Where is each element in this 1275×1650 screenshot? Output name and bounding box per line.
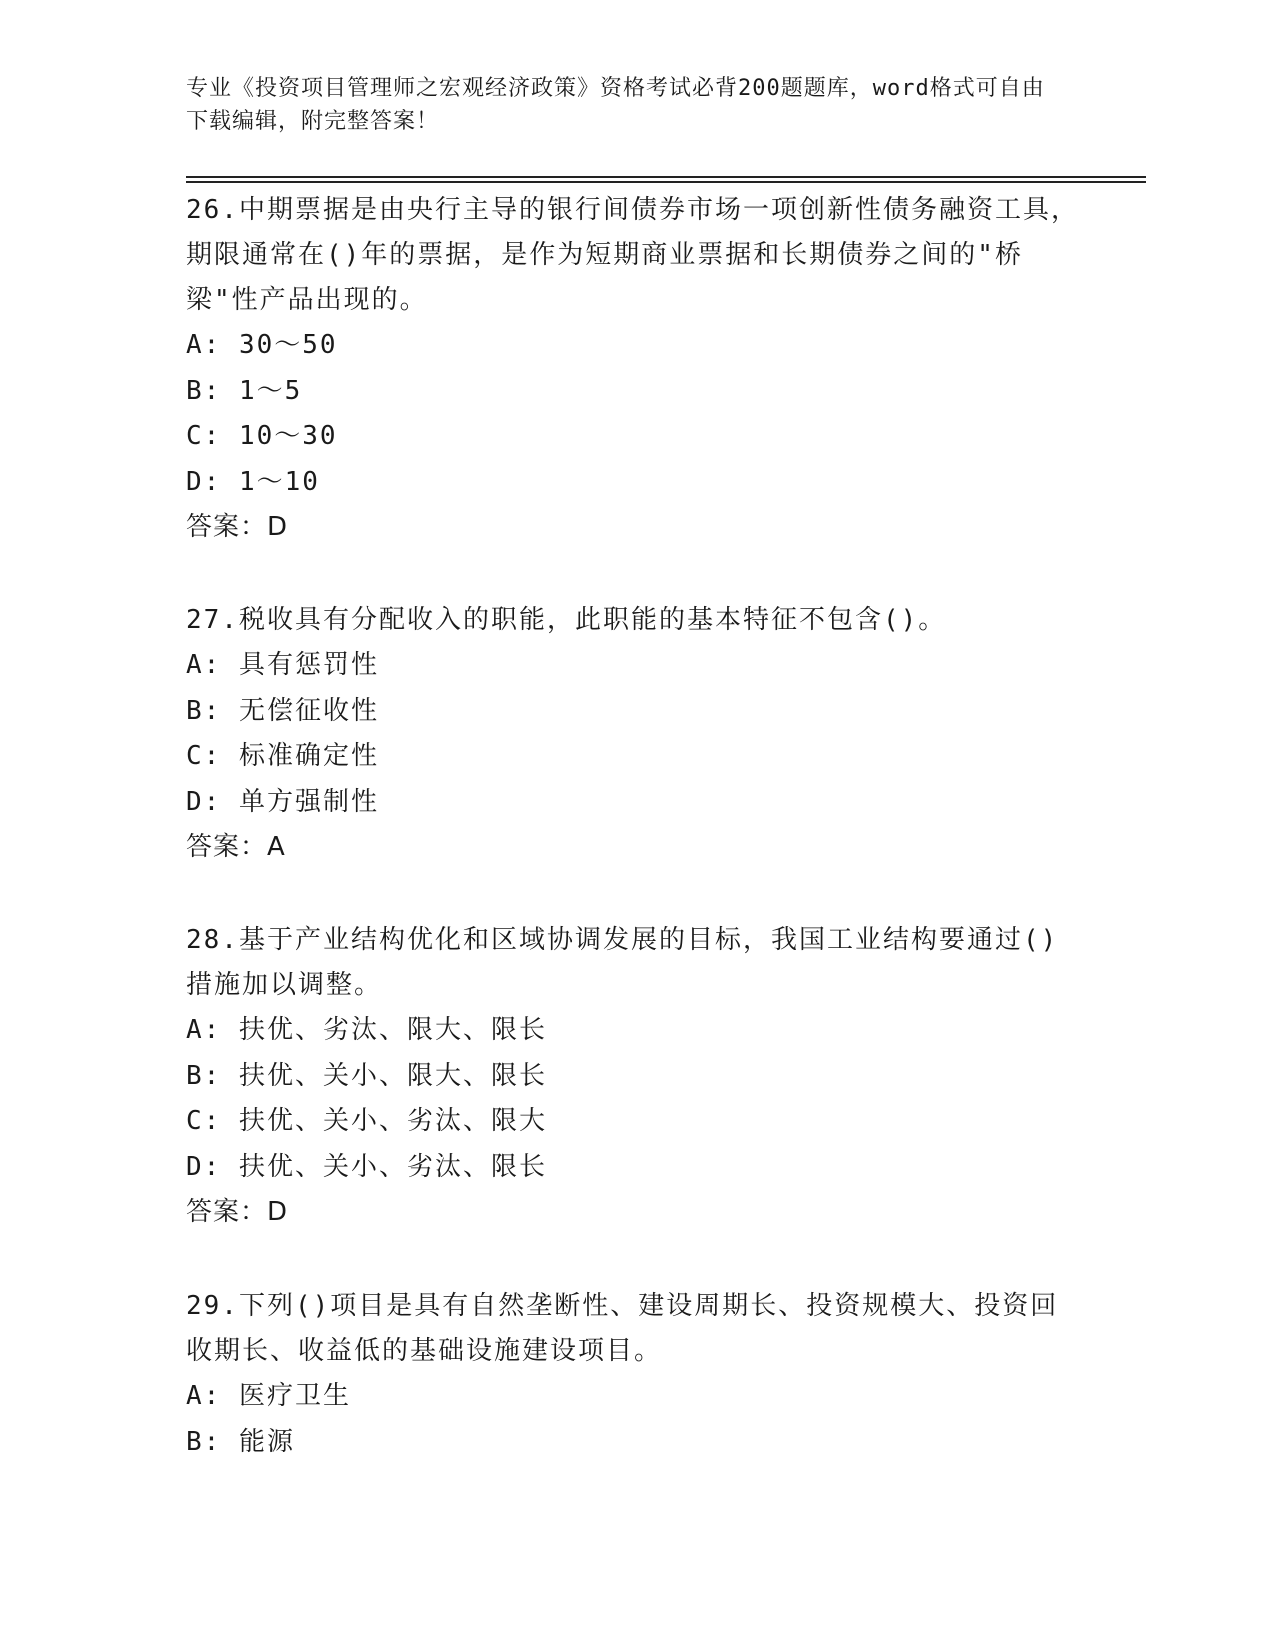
option-a: A: 医疗卫生 xyxy=(186,1381,351,1411)
option-b: B: 无偿征收性 xyxy=(186,695,379,726)
option-b: B: 扶优、关小、限大、限长 xyxy=(186,1060,547,1091)
option-a: A: 具有惩罚性 xyxy=(186,650,379,680)
header-divider xyxy=(186,176,1146,178)
question-stem: 28.基于产业结构优化和区域协调发展的目标，我国工业结构要通过()措施加以调整。 xyxy=(186,925,1059,1000)
question-28 xyxy=(186,918,1086,1236)
answer-line: 答案：D xyxy=(186,1197,289,1227)
option-a: A: 30～50 xyxy=(186,330,338,360)
option-d: D: 1～10 xyxy=(186,466,320,497)
question-26 xyxy=(186,188,1086,551)
option-b: B: 1～5 xyxy=(186,375,303,406)
answer-line: 答案：D xyxy=(186,512,289,542)
option-c: C: 标准确定性 xyxy=(186,741,379,771)
option-c: C: 扶优、关小、劣汰、限大 xyxy=(186,1106,547,1136)
option-b: B: 能源 xyxy=(186,1426,295,1457)
question-stem: 29.下列()项目是具有自然垄断性、建设周期长、投资规模大、投资回收期长、收益低的基础设施建设项目。 xyxy=(186,1291,1059,1366)
option-c: C: 10～30 xyxy=(186,421,338,451)
header-divider-secondary xyxy=(186,181,1146,183)
answer-line: 答案：A xyxy=(186,832,286,862)
option-d: D: 单方强制性 xyxy=(186,786,379,817)
question-stem: 27.税收具有分配收入的职能，此职能的基本特征不包含()。 xyxy=(186,605,947,635)
option-d: D: 扶优、关小、劣汰、限长 xyxy=(186,1151,547,1182)
option-a: A: 扶优、劣汰、限大、限长 xyxy=(186,1015,547,1045)
document-header: 专业《投资项目管理师之宏观经济政策》资格考试必背200题题库，word格式可自由下载编辑，附完整答案！ xyxy=(186,76,1045,134)
question-27 xyxy=(186,598,1086,871)
question-29 xyxy=(186,1284,1086,1465)
question-stem: 26.中期票据是由央行主导的银行间债券市场一项创新性债务融资工具，期限通常在()年的票据，是作为短期商业票据和长期债券之间的"桥梁"性产品出现的。 xyxy=(186,195,1079,315)
